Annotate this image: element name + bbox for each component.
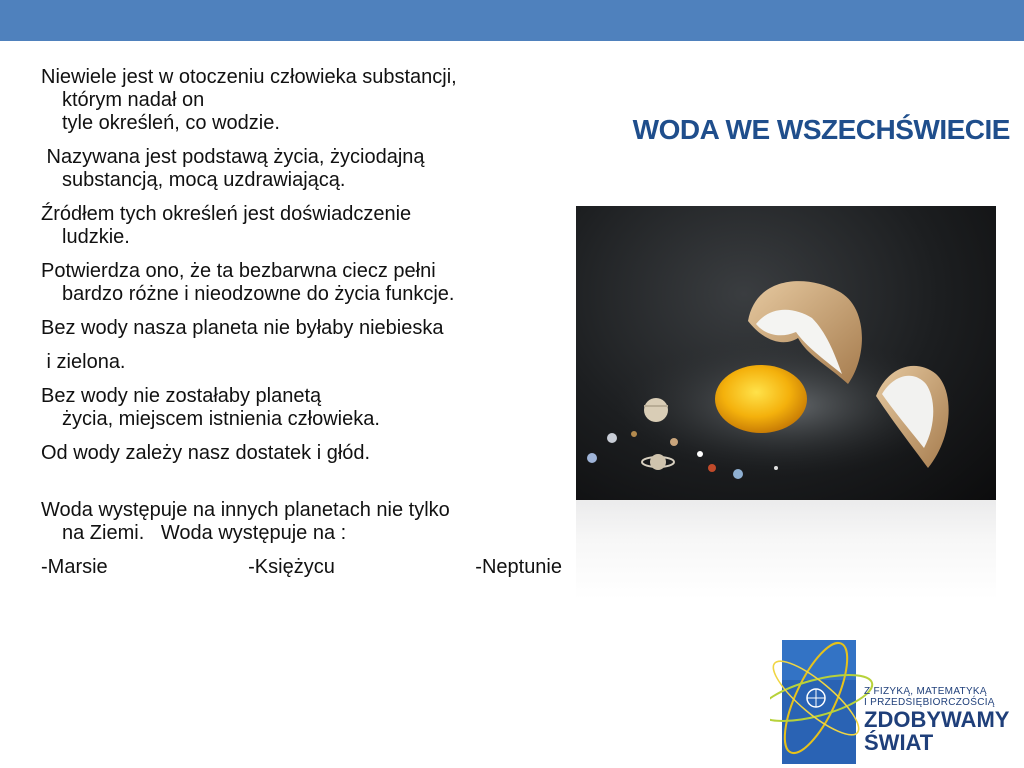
text-line: tyle określeń, co wodzie.	[62, 112, 280, 134]
top-bar	[0, 0, 1024, 41]
paragraph-4	[41, 260, 571, 306]
text-line: życia, miejscem istnienia człowieka.	[62, 408, 380, 430]
logo-line-1: Z FIZYKĄ, MATEMATYKĄ	[864, 686, 987, 697]
text-line: Bez wody nasza planeta nie byłaby niebieska	[41, 317, 444, 339]
text-line: Bez wody nie zostałaby planetą	[41, 385, 322, 407]
paragraph-7	[41, 385, 571, 431]
text-line: ludzkie.	[62, 226, 130, 248]
text-line: Źródłem tych określeń jest doświadczenie	[41, 203, 412, 225]
planet-moon: -Księżycu	[248, 556, 335, 578]
paragraph-1	[41, 66, 571, 135]
text-line: substancją, mocą uzdrawiającą.	[62, 169, 346, 191]
paragraph-5	[41, 317, 571, 340]
logo-line-2: I PRZEDSIĘBIORCZOŚCIĄ	[864, 697, 995, 708]
text-line: którym nadał on	[62, 89, 205, 111]
planet-neptune: -Neptunie	[475, 556, 562, 578]
egg-illustration	[576, 206, 996, 500]
text-line: Nazywana jest podstawą życia, życiodajną	[41, 146, 425, 168]
logo-text	[864, 686, 1009, 754]
text-line: Niewiele jest w otoczeniu człowieka substancji,	[41, 66, 457, 88]
logo-line-3: ZDOBYWAMY	[864, 707, 1010, 732]
paragraph-2	[41, 146, 571, 192]
slide-title: WODA WE WSZECHŚWIECIE	[632, 114, 1010, 145]
paragraph-9	[41, 499, 571, 545]
slide-body	[41, 66, 571, 579]
paragraph-8	[41, 442, 571, 465]
egg-planets-image	[576, 206, 996, 500]
text-line: Od wody zależy nasz dostatek i głód.	[41, 442, 371, 464]
planets-list	[41, 556, 562, 579]
text-line: Potwierdza ono, że ta bezbarwna ciecz pełni	[41, 260, 436, 282]
paragraph-3	[41, 203, 571, 249]
paragraph-6	[41, 351, 571, 374]
logo-line-4: ŚWIAT	[864, 730, 934, 755]
text-line: Woda występuje na innych planetach nie tylko	[41, 499, 450, 521]
image-reflection	[576, 500, 996, 600]
text-line: i zielona.	[41, 351, 126, 373]
text-line: na Ziemi. Woda występuje na :	[62, 522, 347, 544]
planet-mars: -Marsie	[41, 556, 108, 578]
text-line: bardzo różne i nieodzowne do życia funkcje.	[62, 283, 455, 305]
